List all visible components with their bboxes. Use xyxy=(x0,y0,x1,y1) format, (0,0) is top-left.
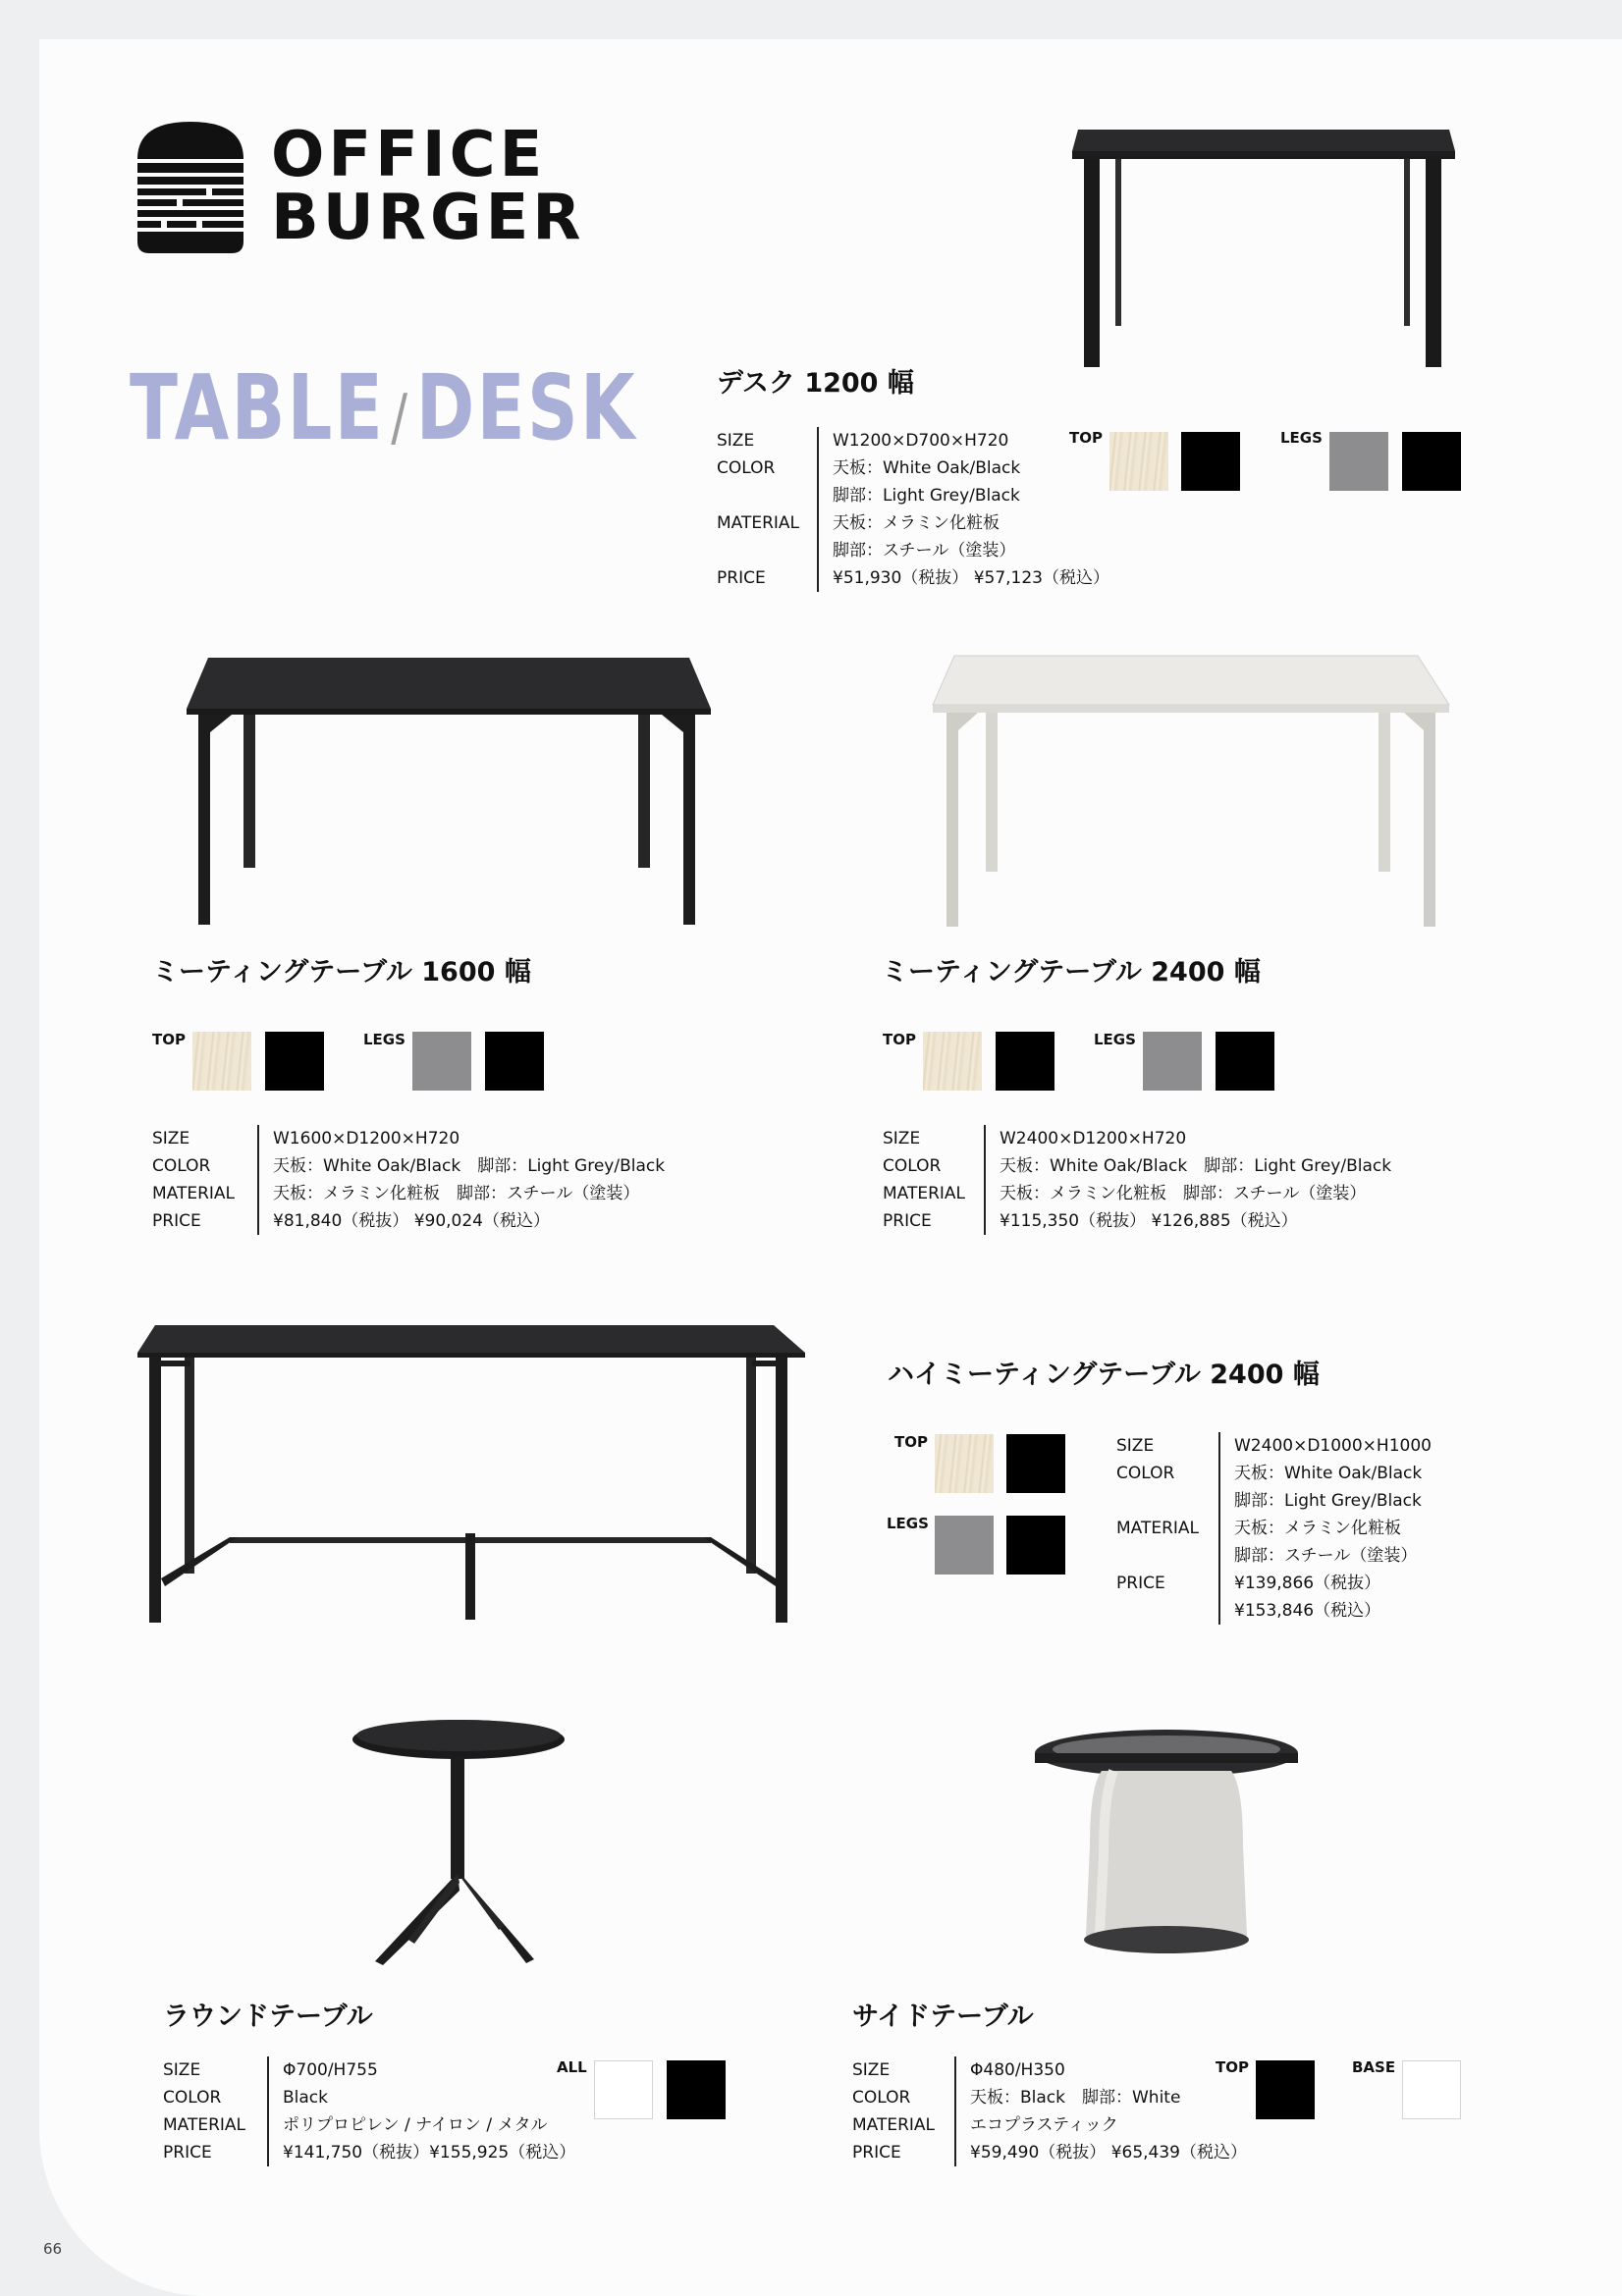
swatch-black[interactable] xyxy=(667,2060,726,2119)
spec-material: 天板：メラミン化粧板 脚部：スチール（塗装） xyxy=(273,1184,640,1203)
top-label: TOP xyxy=(894,1433,928,1451)
swatch-light-grey[interactable] xyxy=(935,1516,994,1575)
high-meeting-2400-spec-values xyxy=(1218,1432,1432,1625)
round-table-title: ラウンドテーブル xyxy=(163,2002,373,2032)
spec-material: エコプラスティック xyxy=(970,2115,1118,2135)
spec-label-price: PRICE xyxy=(852,2143,901,2163)
swatch-white-oak[interactable] xyxy=(1109,432,1168,491)
brand-name-line2: BURGER xyxy=(271,182,585,254)
legs-label: LEGS xyxy=(887,1515,929,1532)
spec-material-2: 脚部：スチール（塗装） xyxy=(1234,1546,1418,1566)
base-label: BASE xyxy=(1352,2058,1396,2076)
spec-color-1: 天板：White Oak/Black xyxy=(833,458,1021,478)
spec-label-size: SIZE xyxy=(163,2060,201,2080)
desk-1200-title: デスク 1200 幅 xyxy=(717,368,914,399)
spec-price-1: ¥139,866（税抜） xyxy=(1234,1574,1381,1593)
high-meeting-2400-spec-labels xyxy=(1116,1432,1199,1597)
spec-size: W2400×D1200×H720 xyxy=(1000,1129,1187,1148)
spec-color-2: 脚部：Light Grey/Black xyxy=(1234,1491,1422,1511)
spec-label-material: MATERIAL xyxy=(152,1184,236,1203)
top-label: TOP xyxy=(1216,2058,1249,2076)
top-label: TOP xyxy=(883,1031,916,1048)
spec-price: ¥141,750（税抜）¥155,925（税込） xyxy=(283,2143,576,2163)
round-table-image xyxy=(350,1716,568,1969)
swatch-black[interactable] xyxy=(1006,1516,1065,1575)
spec-price: ¥51,930（税抜） ¥57,123（税込） xyxy=(833,568,1110,588)
meeting-table-2400-image xyxy=(931,654,1451,936)
spec-size: Φ480/H350 xyxy=(970,2060,1065,2080)
meeting-1600-title: ミーティングテーブル 1600 幅 xyxy=(152,957,531,988)
spec-label-color: COLOR xyxy=(852,2088,911,2108)
brand-logo xyxy=(134,118,585,255)
spec-color: 天板：Black 脚部：White xyxy=(970,2088,1181,2108)
spec-size: Φ700/H755 xyxy=(283,2060,378,2080)
spec-price: ¥115,350（税抜） ¥126,885（税込） xyxy=(1000,1211,1298,1231)
spec-color: 天板：White Oak/Black 脚部：Light Grey/Black xyxy=(273,1156,666,1176)
spec-label-price: PRICE xyxy=(1116,1574,1165,1593)
spec-size: W1600×D1200×H720 xyxy=(273,1129,460,1148)
swatch-light-grey[interactable] xyxy=(412,1032,471,1091)
spec-material-1: 天板：メラミン化粧板 xyxy=(833,513,1000,533)
spec-label-size: SIZE xyxy=(883,1129,921,1148)
spec-color-1: 天板：White Oak/Black xyxy=(1234,1464,1423,1483)
spec-label-size: SIZE xyxy=(152,1129,190,1148)
spec-label-size: SIZE xyxy=(717,431,755,451)
section-title-desk: DESK xyxy=(415,355,637,460)
page-number: 66 xyxy=(43,2240,63,2258)
spec-size: W2400×D1000×H1000 xyxy=(1234,1436,1432,1456)
spec-color: 天板：White Oak/Black 脚部：Light Grey/Black xyxy=(1000,1156,1392,1176)
top-label: TOP xyxy=(1069,429,1103,447)
burger-logo-icon xyxy=(134,120,247,255)
spec-label-material: MATERIAL xyxy=(1116,1519,1200,1538)
side-table-image xyxy=(1031,1728,1302,1961)
spec-material-2: 脚部：スチール（塗装） xyxy=(833,541,1016,561)
side-table-spec-labels xyxy=(852,2056,935,2166)
swatch-light-grey[interactable] xyxy=(1329,432,1388,491)
spec-label-material: MATERIAL xyxy=(883,1184,966,1203)
swatch-white-oak[interactable] xyxy=(935,1434,994,1493)
high-meeting-table-2400-image xyxy=(135,1321,807,1631)
swatch-black[interactable] xyxy=(1216,1032,1274,1091)
swatch-black[interactable] xyxy=(1006,1434,1065,1493)
desk-1200-spec-labels xyxy=(717,427,799,592)
side-table-title: サイドテーブル xyxy=(852,2002,1034,2032)
spec-price: ¥59,490（税抜） ¥65,439（税込） xyxy=(970,2143,1248,2163)
spec-label-size: SIZE xyxy=(852,2060,891,2080)
legs-label: LEGS xyxy=(1280,429,1323,447)
swatch-white-oak[interactable] xyxy=(192,1032,251,1091)
meeting-table-1600-image xyxy=(183,654,715,934)
section-title-table: TABLE xyxy=(130,355,386,460)
section-title xyxy=(130,355,637,463)
spec-price-2: ¥153,846（税込） xyxy=(1234,1601,1381,1621)
spec-color-2: 脚部：Light Grey/Black xyxy=(833,486,1020,506)
swatch-black[interactable] xyxy=(996,1032,1054,1091)
all-label: ALL xyxy=(557,2058,587,2076)
spec-label-price: PRICE xyxy=(883,1211,932,1231)
spec-label-color: COLOR xyxy=(152,1156,211,1176)
spec-material: ポリプロピレン / ナイロン / メタル xyxy=(283,2115,548,2135)
spec-material-1: 天板：メラミン化粧板 xyxy=(1234,1519,1401,1538)
desk-1200-image xyxy=(1070,126,1459,377)
spec-label-price: PRICE xyxy=(717,568,766,588)
swatch-black[interactable] xyxy=(1402,432,1461,491)
high-meeting-2400-title: ハイミーティングテーブル 2400 幅 xyxy=(888,1360,1320,1390)
desk-1200-spec-values xyxy=(817,427,1109,592)
swatch-black[interactable] xyxy=(1181,432,1240,491)
swatch-light-grey[interactable] xyxy=(1143,1032,1202,1091)
spec-size: W1200×D700×H720 xyxy=(833,431,1009,451)
spec-label-material: MATERIAL xyxy=(163,2115,246,2135)
swatch-white[interactable] xyxy=(594,2060,653,2119)
meeting-2400-spec-values xyxy=(984,1125,1391,1235)
spec-label-material: MATERIAL xyxy=(717,513,800,533)
legs-label: LEGS xyxy=(1094,1031,1136,1048)
meeting-2400-title: ミーティングテーブル 2400 幅 xyxy=(882,957,1261,988)
swatch-white[interactable] xyxy=(1402,2060,1461,2119)
swatch-black[interactable] xyxy=(1256,2060,1315,2119)
meeting-1600-spec-values xyxy=(257,1125,665,1235)
swatch-black[interactable] xyxy=(265,1032,324,1091)
spec-label-color: COLOR xyxy=(717,458,776,478)
meeting-1600-spec-labels xyxy=(152,1125,235,1235)
brand-name-line1: OFFICE xyxy=(271,119,547,191)
spec-material: 天板：メラミン化粧板 脚部：スチール（塗装） xyxy=(1000,1184,1367,1203)
swatch-black[interactable] xyxy=(485,1032,544,1091)
meeting-2400-spec-labels xyxy=(883,1125,965,1235)
top-label: TOP xyxy=(152,1031,186,1048)
spec-label-size: SIZE xyxy=(1116,1436,1155,1456)
side-table-spec-values xyxy=(954,2056,1247,2166)
swatch-white-oak[interactable] xyxy=(923,1032,982,1091)
round-table-spec-values xyxy=(267,2056,575,2166)
spec-color: Black xyxy=(283,2088,328,2108)
round-table-spec-labels xyxy=(163,2056,245,2166)
spec-label-color: COLOR xyxy=(1116,1464,1175,1483)
spec-label-price: PRICE xyxy=(163,2143,212,2163)
spec-label-price: PRICE xyxy=(152,1211,201,1231)
spec-label-color: COLOR xyxy=(883,1156,942,1176)
spec-label-material: MATERIAL xyxy=(852,2115,936,2135)
legs-label: LEGS xyxy=(363,1031,406,1048)
section-title-slash: / xyxy=(391,382,410,454)
spec-label-color: COLOR xyxy=(163,2088,222,2108)
spec-price: ¥81,840（税抜） ¥90,024（税込） xyxy=(273,1211,551,1231)
